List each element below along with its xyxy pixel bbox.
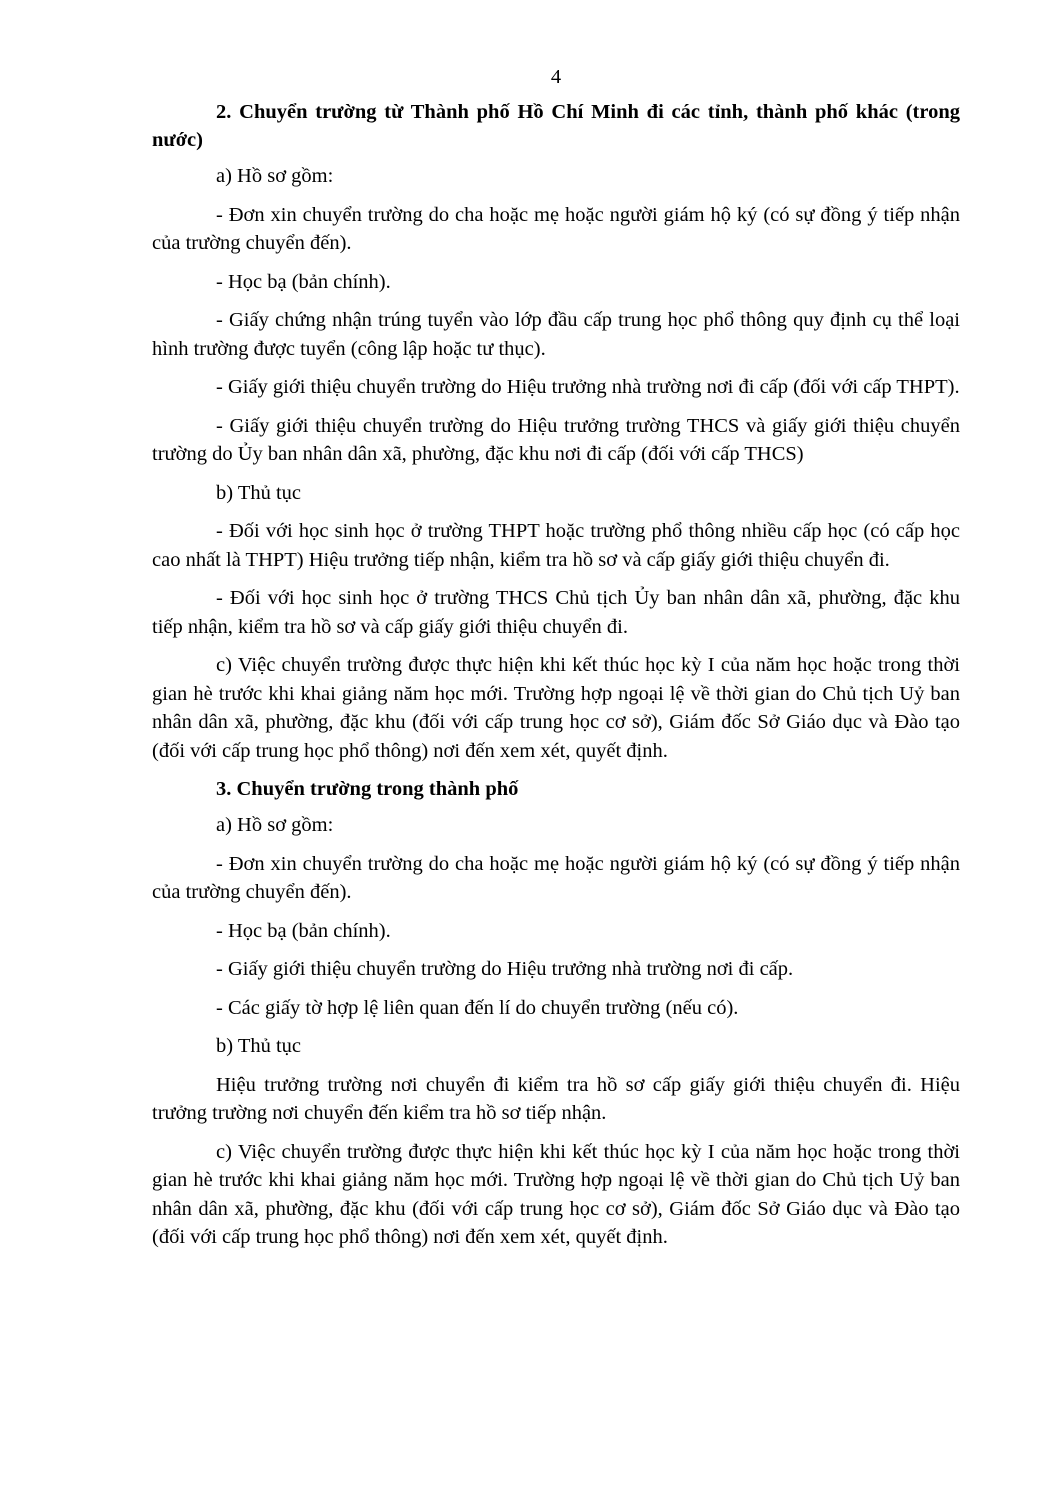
- page-number: 4: [550, 66, 562, 88]
- section-3-paragraph: a) Hồ sơ gồm:: [216, 814, 334, 836]
- section-3-paragraph: - Giấy giới thiệu chuyển trường do Hiệu trưởng nhà trường nơi đi cấp.: [216, 958, 794, 980]
- section-3-paragraph: - Đơn xin chuyển trường do cha hoặc mẹ hoặc người giám hộ ký (có sự đồng ý tiếp nhận của trường chuyển đến).: [152, 852, 960, 903]
- section-2-paragraph: - Giấy giới thiệu chuyển trường do Hiệu trưởng trường THCS và giấy giới thiệu chuyển trường do Ủy ban nhân dân xã, phường, đặc khu nơi đi cấp (đối với cấp THCS): [152, 414, 960, 465]
- section-2-heading: 2. Chuyển trường từ Thành phố Hồ Chí Minh đi các tỉnh, thành phố khác (trong nước): [152, 101, 960, 151]
- section-2-paragraph: - Giấy giới thiệu chuyển trường do Hiệu trưởng nhà trường nơi đi cấp (đối với cấp THPT).: [216, 376, 960, 398]
- section-2-paragraph: b) Thủ tục: [216, 481, 302, 504]
- section-2-paragraph: - Đối với học sinh học ở trường THPT hoặc trường phổ thông nhiều cấp học (có cấp học cao nhất là THPT) Hiệu trưởng tiếp nhận, kiểm tra hồ sơ và cấp giấy giới thiệu chuyển đi.: [152, 520, 960, 571]
- section-3-paragraph: b) Thủ tục: [216, 1035, 302, 1057]
- section-2-paragraph: - Học bạ (bản chính).: [216, 270, 391, 293]
- section-2-paragraph: - Đơn xin chuyển trường do cha hoặc mẹ hoặc người giám hộ ký (có sự đồng ý tiếp nhận của trường chuyển đến).: [152, 203, 960, 254]
- section-3: [152, 775, 960, 1252]
- section-3-paragraph: - Học bạ (bản chính).: [216, 919, 391, 942]
- section-2-paragraph: - Giấy chứng nhận trúng tuyển vào lớp đầu cấp trung học phổ thông quy định cụ thể loại hình trường được tuyển (công lập hoặc tư thục).: [152, 309, 960, 360]
- section-2-paragraph: a) Hồ sơ gồm:: [216, 165, 334, 187]
- section-2-paragraph: - Đối với học sinh học ở trường THCS Chủ tịch Ủy ban nhân dân xã, phường, đặc khu tiếp nhận, kiểm tra hồ sơ và cấp giấy giới thiệu chuyển đi.: [152, 587, 960, 638]
- section-3-paragraph: - Các giấy tờ hợp lệ liên quan đến lí do chuyển trường (nếu có).: [216, 996, 739, 1019]
- section-3-paragraph: c) Việc chuyển trường được thực hiện khi kết thúc học kỳ I của năm học hoặc trong thời gian hè trước khi khai giảng năm học mới. Trường hợp ngoại lệ về thời gian do Chủ tịch Uỷ ban nhân dân xã, phường, đặc khu (đối với cấp trung học cơ sở), Giám đốc Sở Giáo dục và Đào tạo (đối với cấp trung học phổ thông) nơi đến xem xét, quyết định.: [152, 1140, 960, 1248]
- section-3-paragraph: Hiệu trưởng trường nơi chuyển đi kiểm tra hồ sơ cấp giấy giới thiệu chuyển đi. Hiệu trưởng trường nơi chuyển đến kiểm tra hồ sơ tiếp nhận.: [152, 1073, 960, 1124]
- section-3-heading: 3. Chuyển trường trong thành phố: [216, 778, 519, 800]
- document-page: [152, 62, 960, 1262]
- section-2-paragraph: c) Việc chuyển trường được thực hiện khi kết thúc học kỳ I của năm học hoặc trong thời gian hè trước khi khai giảng năm học mới. Trường hợp ngoại lệ về thời gian do Chủ tịch Uỷ ban nhân dân xã, phường, đặc khu (đối với cấp trung học cơ sở), Giám đốc Sở Giáo dục và Đào tạo (đối với cấp trung học phổ thông) nơi đến xem xét, quyết định.: [152, 654, 960, 762]
- section-2: [152, 98, 960, 765]
